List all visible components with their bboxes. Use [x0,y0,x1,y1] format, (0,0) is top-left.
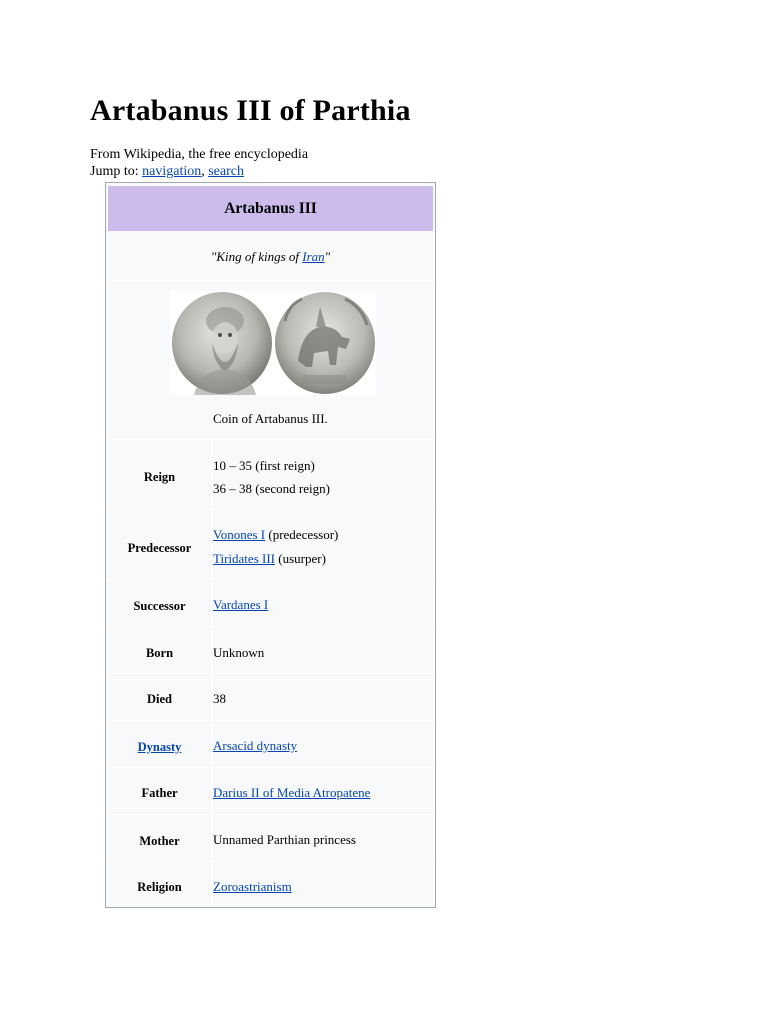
dynasty-value [213,738,297,754]
infobox [105,182,436,908]
reign-second: 36 – 38 (second reign) [213,481,330,496]
row-divider [108,720,433,721]
mother-label: Mother [139,834,180,848]
dynasty-label [108,739,211,755]
mother-value: Unnamed Parthian princess [213,832,356,847]
died-label: Died [147,692,172,706]
page-title: Artabanus III of Parthia [90,94,411,127]
father-label: Father [141,786,178,800]
infobox-left-edge [108,231,109,905]
row-divider [108,767,433,768]
quote-prefix: "King of kings of [210,249,303,264]
arsacid-dynasty-link[interactable]: Arsacid dynasty [213,738,298,753]
row-divider [108,861,433,862]
religion-label: Religion [137,880,182,894]
successor-value [213,597,268,613]
dynasty-label-link[interactable]: Dynasty [137,740,182,754]
search-link[interactable]: search [208,164,244,179]
successor-label: Successor [133,599,186,613]
jump-separator: , [201,164,205,179]
father-value [213,785,370,801]
quote-suffix: " [324,249,331,264]
row-divider [108,579,433,580]
navigation-link[interactable]: navigation [142,164,202,179]
religion-value [213,879,292,895]
born-label: Born [145,646,174,660]
predecessor-second [213,551,326,567]
row-divider [108,673,433,674]
predecessor-first-note: (predecessor) [265,527,339,542]
born-value: Unknown [213,645,265,660]
zoroastrianism-link[interactable]: Zoroastrianism [213,879,292,894]
predecessor-second-note: (usurper) [275,551,326,566]
infobox-right-edge [433,231,434,905]
reign-label: Reign [143,470,176,484]
died-value: 38 [213,691,226,706]
tiridates-link[interactable]: Tiridates III [213,551,275,566]
vonones-link[interactable]: Vonones I [213,527,266,542]
row-divider [108,509,433,510]
coin-image[interactable] [170,291,376,395]
predecessor-first [213,527,338,543]
darius-link[interactable]: Darius II of Media Atropatene [213,785,371,800]
reign-first: 10 – 35 (first reign) [213,458,315,473]
iran-link[interactable]: Iran [302,249,325,264]
row-divider [108,280,433,281]
predecessor-label: Predecessor [127,541,192,555]
row-divider [108,626,433,627]
site-tagline: From Wikipedia, the free encyclopedia [90,147,309,162]
row-divider [108,439,433,440]
row-divider [108,814,433,815]
jump-to-label: Jump to: [90,164,139,179]
infobox-header: Artabanus III [108,186,433,231]
vardanes-link[interactable]: Vardanes I [213,597,269,612]
infobox-quote [106,249,435,265]
jump-to-links [90,163,244,180]
image-caption: Coin of Artabanus III. [213,411,328,426]
